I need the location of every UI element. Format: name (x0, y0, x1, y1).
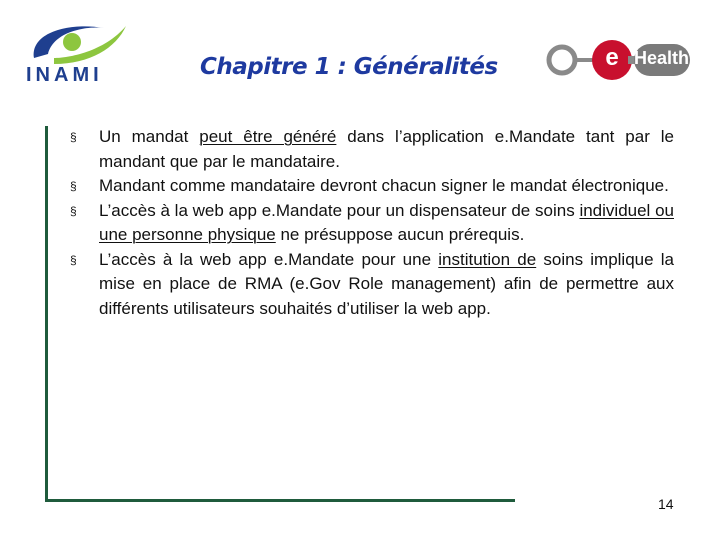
bullet-item (70, 248, 674, 322)
bullet-marker-icon: § (70, 179, 77, 193)
bullet-item (70, 199, 674, 248)
bullet-marker-icon: § (70, 203, 77, 218)
slide-content (70, 125, 674, 321)
bullet-list (70, 125, 674, 321)
page-number: 14 (658, 496, 674, 512)
bullet-marker-icon: § (70, 252, 77, 267)
bullet-text: dans l’application e.Mandate tant par le mandant que par le mandataire. (99, 127, 674, 171)
bullet-item (70, 125, 674, 174)
bullet-text: soins implique la mise en place de RMA (e.Gov Role management) afin de permettre aux différents utilisateurs souhaités d’utiliser la web app. (99, 249, 675, 318)
page-title: Chapitre 1 : Généralités (200, 54, 498, 80)
bullet-text: ne présuppose aucun prérequis. (275, 225, 525, 244)
underlined-text: individuel ou une personne physique (99, 200, 674, 244)
bullet-text: Un mandat (99, 127, 200, 146)
inami-logo (20, 18, 140, 90)
bullet-marker-icon: § (70, 130, 77, 144)
left-rule (45, 126, 48, 502)
underlined-text: peut être généré (199, 127, 337, 146)
bullet-text: L’accès à la web app e.Mandate pour un dispensateur de soins (99, 200, 580, 220)
ehealth-logo (542, 34, 692, 86)
bullet-text: L’accès à la web app e.Mandate pour une (99, 249, 439, 269)
ehealth-logo-health: Health (634, 48, 690, 68)
underlined-text: institution de (438, 249, 537, 269)
bullet-text: Mandant comme mandataire devront chacun signer le mandat électronique. (99, 176, 669, 195)
bottom-rule (45, 499, 515, 502)
bullet-item (70, 174, 674, 199)
inami-logo-text: INAMI (26, 64, 103, 86)
ehealth-logo-e: e (605, 44, 619, 71)
